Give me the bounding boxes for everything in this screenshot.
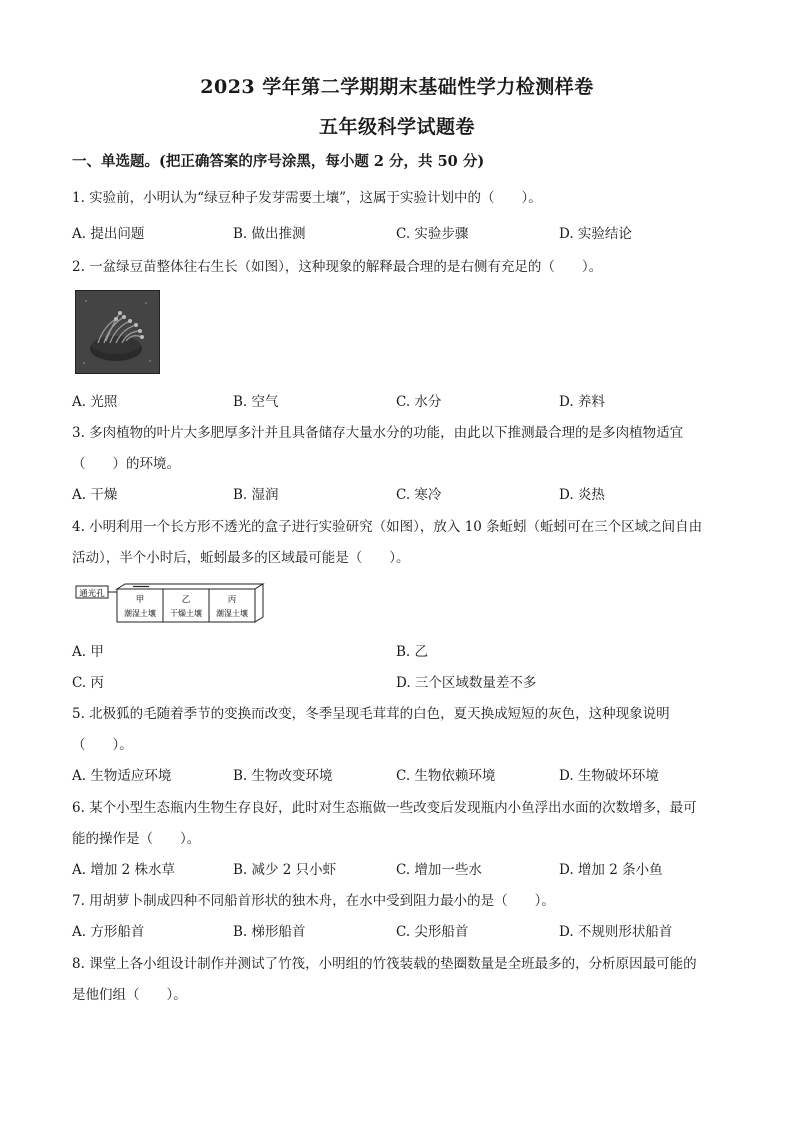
q6-option-a[interactable]: A. 增加 2 株水草 bbox=[72, 862, 176, 878]
box-side-face bbox=[255, 584, 263, 622]
zone-yi-label: 乙 bbox=[181, 595, 191, 605]
question-6-stem-line1: 6. 某个小型生态瓶内生物生存良好，此时对生态瓶做一些改变后发现瓶内小鱼浮出水面的次数增多，最可 bbox=[72, 800, 697, 816]
q4-option-d[interactable]: D. 三个区域数量差不多 bbox=[396, 675, 537, 691]
q6-option-c[interactable]: C. 增加一些水 bbox=[396, 862, 482, 878]
q6-option-b[interactable]: B. 减少 2 只小虾 bbox=[233, 862, 337, 878]
q2-option-a[interactable]: A. 光照 bbox=[72, 394, 118, 410]
q5-option-a[interactable]: A. 生物适应环境 bbox=[72, 768, 172, 784]
question-2-stem: 2. 一盆绿豆苗整体往右生长（如图），这种现象的解释最合理的是右侧有充足的（ ）。 bbox=[72, 259, 603, 275]
light-hole-label: 通光孔 bbox=[79, 589, 105, 599]
q5-option-b[interactable]: B. 生物改变环境 bbox=[233, 768, 333, 784]
question-3-stem-line2: （ ）的环境。 bbox=[72, 456, 180, 472]
q3-option-b[interactable]: B. 湿润 bbox=[233, 487, 279, 503]
q2-option-d[interactable]: D. 养料 bbox=[559, 394, 605, 410]
q1-option-c[interactable]: C. 实验步骤 bbox=[396, 226, 469, 242]
q2-option-b[interactable]: B. 空气 bbox=[233, 394, 279, 410]
exam-title: 2023 学年第二学期期末基础性学力检测样卷 bbox=[200, 76, 594, 98]
q7-option-b[interactable]: B. 梯形船首 bbox=[233, 924, 306, 940]
q2-option-c[interactable]: C. 水分 bbox=[396, 394, 442, 410]
question-8-stem-line2: 是他们组（ ）。 bbox=[72, 987, 187, 1003]
q3-option-d[interactable]: D. 炎热 bbox=[559, 487, 605, 503]
q5-option-c[interactable]: C. 生物依赖环境 bbox=[396, 768, 496, 784]
question-1-stem: 1. 实验前，小明认为“绿豆种子发芽需要土壤”，这属于实验计划中的（ ）。 bbox=[72, 190, 542, 206]
question-4-stem-line2: 活动），半个小时后，蚯蚓最多的区域最可能是（ ）。 bbox=[72, 550, 410, 566]
zone-bing-label: 丙 bbox=[227, 595, 237, 605]
q3-option-c[interactable]: C. 寒冷 bbox=[396, 487, 442, 503]
question-4-stem-line1: 4. 小明利用一个长方形不透光的盒子进行实验研究（如图），放入 10 条蚯蚓（蚯蚓可在三个区域之间自由 bbox=[72, 519, 703, 535]
question-6-stem-line2: 能的操作是（ ）。 bbox=[72, 831, 201, 847]
q1-option-a[interactable]: A. 提出问题 bbox=[72, 226, 145, 242]
question-8-stem-line1: 8. 课堂上各小组设计制作并测试了竹筏，小明组的竹筏装载的垫圈数量是全班最多的，分析原因最可能的 bbox=[72, 956, 697, 972]
q4-option-b[interactable]: B. 乙 bbox=[396, 644, 429, 660]
question-5-stem-line1: 5. 北极狐的毛随着季节的变换而改变，冬季呈现毛茸茸的白色，夏天换成短短的灰色，这种现象说明 bbox=[72, 706, 670, 722]
exam-subtitle: 五年级科学试题卷 bbox=[318, 116, 475, 138]
zone-jia-soil: 潮湿土壤 bbox=[124, 609, 156, 618]
q7-option-c[interactable]: C. 尖形船首 bbox=[396, 924, 469, 940]
q4-option-c[interactable]: C. 丙 bbox=[72, 675, 104, 691]
question-5-stem-line2: （ ）。 bbox=[72, 737, 133, 753]
zone-jia-label: 甲 bbox=[135, 595, 145, 605]
zone-bing-soil: 潮湿土壤 bbox=[216, 609, 248, 618]
q4-option-a[interactable]: A. 甲 bbox=[72, 644, 104, 660]
question-7-stem: 7. 用胡萝卜制成四种不同船首形状的独木舟，在水中受到阻力最小的是（ ）。 bbox=[72, 893, 555, 909]
zone-yi-soil: 干燥土壤 bbox=[170, 609, 202, 618]
q7-option-d[interactable]: D. 不规则形状船首 bbox=[559, 924, 673, 940]
bean-sprout-illustration bbox=[76, 291, 159, 373]
q1-option-b[interactable]: B. 做出推测 bbox=[233, 226, 306, 242]
bean-sprout-photo bbox=[75, 290, 160, 374]
earthworm-box-diagram bbox=[75, 583, 265, 623]
q3-option-a[interactable]: A. 干燥 bbox=[72, 487, 118, 503]
q7-option-a[interactable]: A. 方形船首 bbox=[72, 924, 145, 940]
question-3-stem-line1: 3. 多肉植物的叶片大多肥厚多汁并且具备储存大量水分的功能，由此以下推测最合理的是多肉植物适宜 bbox=[72, 425, 684, 441]
q5-option-d[interactable]: D. 生物破坏环境 bbox=[559, 768, 659, 784]
q1-option-d[interactable]: D. 实验结论 bbox=[559, 226, 632, 242]
q6-option-d[interactable]: D. 增加 2 条小鱼 bbox=[559, 862, 663, 878]
section-heading: 一、单选题。(把正确答案的序号涂黑，每小题 2 分，共 50 分) bbox=[72, 153, 485, 170]
